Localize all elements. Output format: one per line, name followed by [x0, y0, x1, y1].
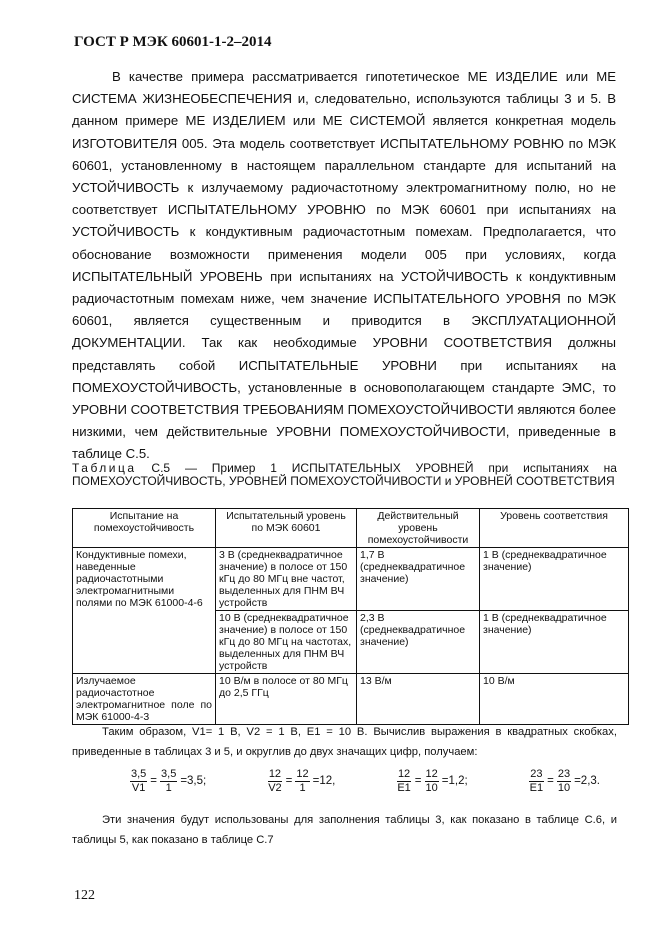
equals-sign: = [414, 775, 422, 787]
fraction-numerator: 12 [425, 767, 438, 780]
formula-result: =12, [312, 775, 336, 787]
cell-compliance-level: 10 В/м [480, 674, 629, 725]
calculation-intro: Таким образом, V1= 1 В, V2 = 1 В, E1 = 10 В. Вычислив выражения в квадратных скобках, приведенные в таблицах 3 и 5, и округлив до двух значащих цифр, получаем: [72, 726, 617, 758]
formula-4 [529, 768, 600, 795]
equals-sign: = [150, 775, 158, 787]
cell-compliance-level: 1 В (среднеквадратичное значение) [480, 548, 629, 611]
table-caption [72, 462, 617, 488]
cell-test-level: 10 В (среднеквадратичное значение) в полосе от 150 кГц до 80 МГц на частотах, выделенных для ПНМ ВЧ устройств [216, 611, 357, 674]
formula-result: =1,2; [441, 775, 468, 787]
fraction [557, 768, 571, 795]
cell-test-conducted: Кондуктивные помехи, наведенные радиочастотными электромагнитными полями по МЭК 61000-4-6 [73, 548, 216, 674]
fraction-numerator: 23 [530, 767, 543, 780]
fraction [267, 768, 282, 795]
col-header-test: Испытание на помехоустойчивость [73, 509, 216, 548]
table-header-row [73, 509, 629, 548]
fraction-denominator: E1 [529, 781, 544, 794]
fraction-numerator: 12 [296, 767, 309, 780]
cell-test-level: 10 В/м в полосе от 80 МГц до 2,5 ГГц [216, 674, 357, 725]
page-number: 122 [74, 888, 95, 903]
fraction-numerator: 12 [397, 767, 411, 780]
fraction-numerator: 3,5 [131, 767, 147, 780]
cell-actual-level: 13 В/м [357, 674, 480, 725]
table-caption-label: Таблица [72, 461, 137, 475]
fraction-denominator: 1 [299, 781, 306, 794]
fraction [529, 768, 544, 795]
fraction-numerator: 12 [268, 767, 282, 780]
table-row [73, 548, 629, 611]
cell-actual-level: 2,3 В (среднеквадратичное значение) [357, 611, 480, 674]
cell-test-level: 3 В (среднеквадратичное значение) в полосе от 150 кГц до 80 МГц вне частот, выделенных для ПНМ ВЧ устройств [216, 548, 357, 611]
fraction [130, 768, 147, 795]
formulas-row [130, 764, 600, 798]
fraction-denominator: 10 [425, 781, 438, 794]
fraction-denominator: 1 [165, 781, 172, 794]
fraction-numerator: 23 [557, 767, 571, 780]
cell-test-radiated: Излучаемое радиочастотное электромагнитное поле по МЭК 61000-4-3 [73, 674, 216, 725]
formula-1 [130, 768, 206, 795]
col-header-test-level: Испытательный уровень по МЭК 60601 [216, 509, 357, 548]
equals-sign: = [547, 775, 554, 787]
fraction-denominator: V2 [268, 781, 282, 794]
fraction [295, 768, 309, 795]
fraction-denominator: V1 [131, 781, 146, 794]
document-header: ГОСТ Р МЭК 60601-1-2–2014 [74, 34, 272, 50]
table-caption-text: С.5 — Пример 1 ИСПЫТАТЕЛЬНЫХ УРОВНЕЙ при испытаниях на ПОМЕХОУСТОЙЧИВОСТЬ, УРОВНЕЙ ПОМЕХОУСТОЙЧИВОСТИ и УРОВНЕЙ СООТВЕТСТВИЯ [72, 461, 617, 489]
table-c5 [72, 508, 629, 725]
fraction [425, 768, 439, 795]
cell-actual-level: 1,7 В (среднеквадратичное значение) [357, 548, 480, 611]
fraction [160, 768, 177, 795]
body-paragraph: В качестве примера рассматривается гипотетическое МЕ ИЗДЕЛИЕ или МЕ СИСТЕМА ЖИЗНЕОБЕСПЕЧЕНИЯ и, следовательно, используются таблицы 3 и 5. В данном примере МЕ ИЗДЕЛИЕМ или МЕ СИСТЕМОЙ является конкретная модель ИЗГОТОВИТЕЛЯ 005. Эта модель соответствует ИСПЫТАТЕЛЬНОМУ РОВНЮ по МЭК 60601, установленному в настоящем параллельном стандарте для испытаний на УСТОЙЧИВОСТЬ к излучаемому радиочастотному электромагнитному полю, но не соответствует ИСПЫТАТЕЛЬНОМУ УРОВНЮ по МЭК 60601 при испытаниях на УСТОЙЧИВОСТЬ к кондуктивным радиочастотным помехам. Предполагается, что обоснование возможности применения модели 005 при условиях, когда ИСПЫТАТЕЛЬНЫЙ УРОВЕНЬ при испытаниях на УСТОЙЧИВОСТЬ к кондуктивным радиочастотным помехам ниже, чем значение ИСПЫТАТЕЛЬНОГО УРОВНЯ по МЭК 60601, является существенным и приводится в ЭКСПЛУАТАЦИОННОЙ ДОКУМЕНТАЦИИ. Так как необходимые УРОВНИ СООТВЕТСТВИЯ должны представлять собой ИСПЫТАТЕЛЬНЫЕ УРОВНИ при испытаниях на ПОМЕХОУСТОЙЧИВОСТЬ, установленные в основополагающем стандарте ЭМС, то УРОВНИ СООТВЕТСТВИЯ ТРЕБОВАНИЯМ ПОМЕХОУСТОЙЧИВОСТИ являются более низкими, чем действительные УРОВНИ ПОМЕХОУСТОЙЧИВОСТИ, приведенные в таблице С.5. [72, 69, 616, 462]
formula-result: =3,5; [180, 775, 207, 787]
fraction [396, 768, 411, 795]
fraction-numerator: 3,5 [161, 767, 177, 780]
col-header-actual-level: Действительный уровень помехоустойчивости [357, 509, 480, 548]
fraction-denominator: E1 [397, 781, 411, 794]
table-row [73, 674, 629, 725]
closing-text: Эти значения будут использованы для заполнения таблицы 3, как показано в таблице С.6, и таблицы 5, как показано в таблице С.7 [72, 814, 617, 846]
formula-3 [396, 768, 467, 795]
cell-compliance-level: 1 В (среднеквадратичное значение) [480, 611, 629, 674]
fraction-denominator: 10 [557, 781, 571, 794]
formula-2 [267, 768, 335, 795]
col-header-compliance-level: Уровень соответствия [480, 509, 629, 548]
equals-sign: = [285, 775, 293, 787]
formula-result: =2,3. [574, 775, 600, 787]
